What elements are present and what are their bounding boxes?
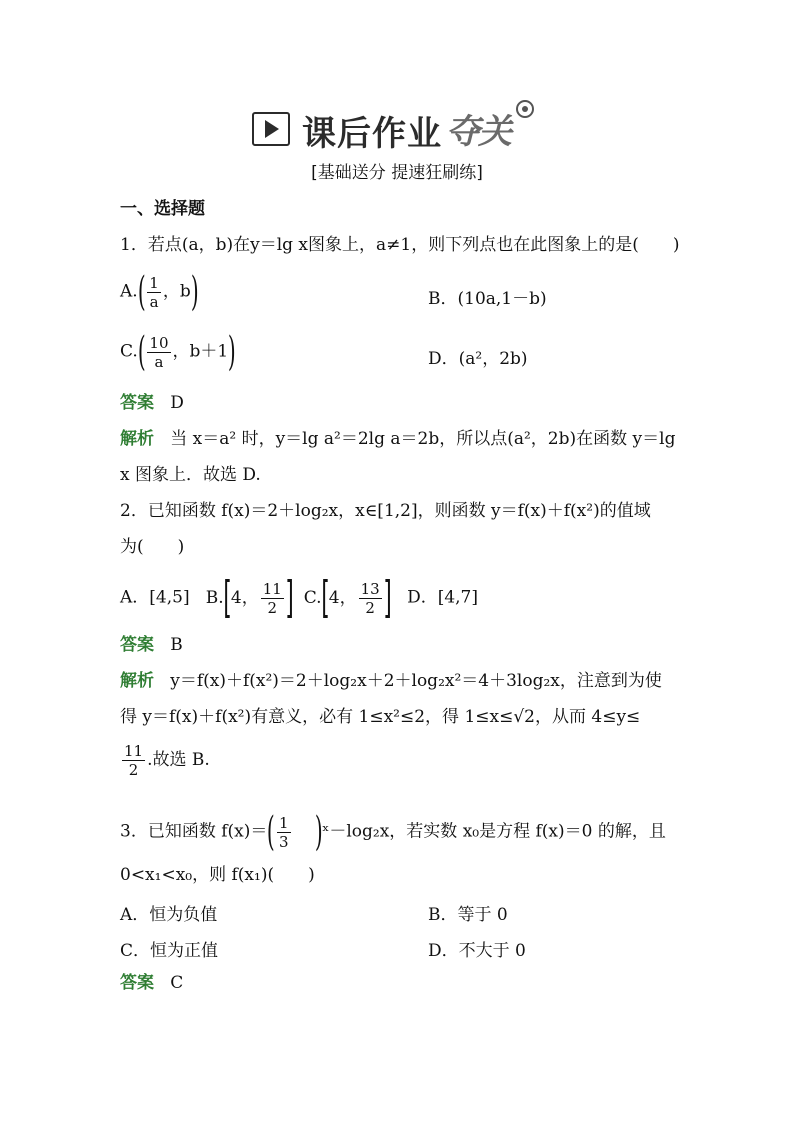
q2-option-d: D．[4,7]	[407, 587, 479, 608]
q1-answer: 答案 D	[120, 393, 184, 413]
q2-analysis-line3: $\frac{11}{2}$ .故选 B.	[124, 742, 210, 779]
q1-option-d: D．(a²，2b)	[428, 349, 528, 369]
header-title: 课后作业	[302, 114, 442, 154]
q2-option-b: B.[4， $\frac{11}{2}$ ]	[205, 572, 294, 623]
q1-stem: 1．若点(a，b)在y＝lg x图象上，a≠1，则下列点也在此图象上的是( )	[120, 235, 680, 255]
q2-stem-line1: 2．已知函数 f(x)＝2＋log₂x，x∈[1,2]，则函数 y＝f(x)＋f(x²)的值域	[120, 501, 651, 521]
q3-option-d: D．不大于 0	[428, 941, 526, 961]
q2-analysis-line2: 得 y＝f(x)＋f(x²)有意义，必有 1≤x²≤2，得 1≤x≤√2，从而 4≤y≤	[120, 707, 641, 727]
q2-option-c: C.[4， $\frac{13}{2}$ ]	[303, 572, 392, 623]
q1-analysis-line2: x 图象上．故选 D.	[120, 465, 261, 485]
q1-option-b: B．(10a,1－b)	[428, 289, 547, 309]
q3-answer: 答案 C	[120, 973, 184, 993]
q3-stem-line1: 3．已知函数 f(x)＝( $\frac{1}{3}$ )ˣ－log₂x，若实数 x₀是方程 f(x)＝0 的解，且	[120, 809, 666, 855]
header-subtitle: [基础送分 提速狂刷练]	[311, 163, 483, 183]
q3-stem-line2: 0<x₁<x₀，则 f(x₁)( )	[120, 865, 315, 885]
q1-option-c: C.( $\frac{10}{a}$ ，b＋1)	[120, 329, 236, 375]
q3-option-a: A．恒为负值	[120, 905, 218, 925]
q2-analysis-line1: 解析 y＝f(x)＋f(x²)＝2＋log₂x＋2＋log₂x²＝4＋3log₂x，注意到为使	[120, 671, 662, 691]
section-title: 一、选择题	[120, 199, 205, 219]
q1-option-a: A.( $\frac{1}{a}$ ，b)	[120, 269, 199, 315]
q2-answer: 答案 B	[120, 635, 183, 655]
q1-analysis-line1: 解析 当 x＝a² 时，y＝lg a²＝2lg a＝2b，所以点(a²，2b)在函数 y＝lg	[120, 429, 676, 449]
brand-logo: 夺关	[446, 112, 510, 152]
brand-mark-icon	[516, 100, 534, 118]
q2-option-a: A．[4,5]	[120, 587, 190, 608]
play-icon	[252, 112, 290, 146]
q3-option-b: B．等于 0	[428, 905, 508, 925]
page-header	[0, 100, 794, 160]
q3-option-c: C．恒为正值	[120, 941, 219, 961]
q2-stem-line2: 为( )	[120, 537, 185, 557]
q2-options	[120, 572, 479, 623]
